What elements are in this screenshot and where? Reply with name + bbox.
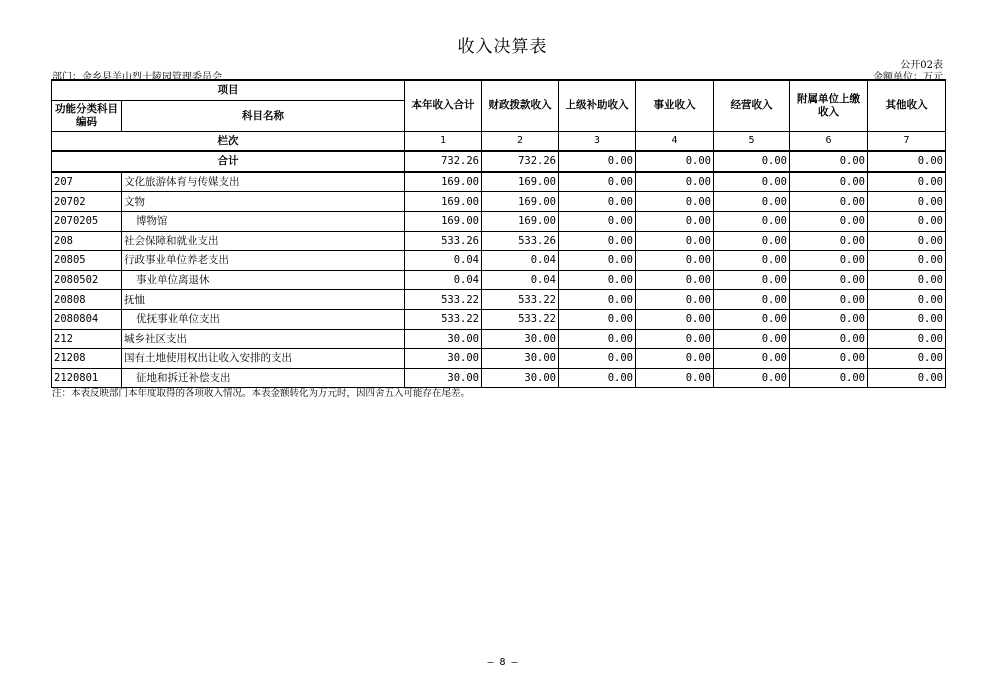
row-value: 0.00: [559, 270, 636, 290]
col-index: 6: [790, 131, 868, 151]
table-row: [52, 211, 946, 231]
header-col-7: 其他收入: [868, 80, 946, 131]
row-value: 0.00: [559, 329, 636, 349]
col-index: 2: [482, 131, 559, 151]
row-value: 0.00: [714, 172, 790, 192]
total-row: [52, 151, 946, 172]
row-value: 0.00: [868, 251, 946, 271]
row-value: 0.00: [868, 270, 946, 290]
row-value: 0.00: [868, 349, 946, 369]
col-index: 7: [868, 131, 946, 151]
row-value: 0.00: [559, 251, 636, 271]
income-table: [51, 79, 946, 388]
row-value: 0.00: [714, 290, 790, 310]
row-value: 0.00: [559, 349, 636, 369]
row-value: 0.00: [868, 231, 946, 251]
row-value: 0.00: [868, 211, 946, 231]
header-col-4: 事业收入: [636, 80, 714, 131]
row-value: 0.00: [868, 172, 946, 192]
row-value: 533.26: [405, 231, 482, 251]
row-name: 优抚事业单位支出: [122, 309, 405, 329]
total-value: 0.00: [714, 151, 790, 172]
row-value: 0.00: [868, 192, 946, 212]
row-code: 20808: [52, 290, 122, 310]
header-col-2: 财政拨款收入: [482, 80, 559, 131]
row-value: 0.00: [559, 211, 636, 231]
row-value: 0.00: [714, 251, 790, 271]
row-value: 169.00: [482, 192, 559, 212]
row-code: 2080804: [52, 309, 122, 329]
header-col-1: 本年收入合计: [405, 80, 482, 131]
row-value: 0.04: [482, 270, 559, 290]
row-value: 0.00: [790, 192, 868, 212]
total-value: 732.26: [405, 151, 482, 172]
row-value: 0.00: [636, 192, 714, 212]
row-value: 0.00: [714, 329, 790, 349]
total-value: 0.00: [559, 151, 636, 172]
col-index: 5: [714, 131, 790, 151]
row-value: 0.00: [790, 349, 868, 369]
row-value: 533.22: [405, 309, 482, 329]
row-value: 0.00: [559, 192, 636, 212]
row-name: 城乡社区支出: [122, 329, 405, 349]
total-value: 0.00: [636, 151, 714, 172]
row-value: 0.00: [790, 211, 868, 231]
row-value: 533.22: [405, 290, 482, 310]
row-value: 0.00: [559, 368, 636, 388]
row-value: 0.00: [636, 231, 714, 251]
total-label: 合计: [52, 151, 405, 172]
row-name: 行政事业单位养老支出: [122, 251, 405, 271]
row-value: 0.00: [636, 251, 714, 271]
table-row: [52, 309, 946, 329]
table-row: [52, 270, 946, 290]
row-value: 0.00: [636, 349, 714, 369]
row-value: 0.04: [405, 251, 482, 271]
row-value: 0.04: [482, 251, 559, 271]
table-row: [52, 231, 946, 251]
row-name: 事业单位离退休: [122, 270, 405, 290]
row-code: 20805: [52, 251, 122, 271]
row-value: 0.00: [714, 192, 790, 212]
row-code: 2120801: [52, 368, 122, 388]
row-value: 0.00: [868, 290, 946, 310]
row-value: 0.00: [559, 172, 636, 192]
row-value: 0.00: [790, 172, 868, 192]
row-value: 533.22: [482, 309, 559, 329]
header-item: 项目: [52, 80, 405, 100]
row-value: 533.22: [482, 290, 559, 310]
total-value: 0.00: [790, 151, 868, 172]
row-value: 0.00: [559, 309, 636, 329]
row-code: 212: [52, 329, 122, 349]
table-row: [52, 349, 946, 369]
page-title: 收入决算表: [457, 37, 548, 57]
row-value: 30.00: [482, 349, 559, 369]
department-label: 部门：金乡县羊山烈士陵园管理委员会: [52, 72, 222, 83]
total-value: 0.00: [868, 151, 946, 172]
form-number: 公开02表: [900, 60, 943, 71]
row-value: 0.00: [714, 211, 790, 231]
row-value: 0.00: [636, 368, 714, 388]
header-code: 功能分类科目编码: [52, 100, 122, 131]
row-value: 0.00: [714, 309, 790, 329]
row-label: 栏次: [52, 131, 405, 151]
row-value: 0.00: [868, 309, 946, 329]
row-value: 30.00: [482, 329, 559, 349]
row-value: 0.00: [868, 329, 946, 349]
header-name: 科目名称: [122, 100, 405, 131]
footnote: 注：本表反映部门本年度取得的各项收入情况。本表金额转化为万元时，因四舍五入可能存在尾差。: [52, 388, 471, 399]
col-index: 4: [636, 131, 714, 151]
row-value: 0.00: [714, 368, 790, 388]
col-index: 3: [559, 131, 636, 151]
table-header: [52, 80, 946, 151]
row-value: 30.00: [405, 349, 482, 369]
header-col-3: 上级补助收入: [559, 80, 636, 131]
row-value: 0.00: [790, 290, 868, 310]
total-value: 732.26: [482, 151, 559, 172]
row-value: 0.00: [868, 368, 946, 388]
row-value: 0.00: [790, 231, 868, 251]
page-number: — 8 —: [487, 657, 518, 668]
row-name: 文物: [122, 192, 405, 212]
row-value: 0.00: [790, 309, 868, 329]
table-row: [52, 329, 946, 349]
row-value: 0.00: [790, 368, 868, 388]
table-row: [52, 290, 946, 310]
row-name: 文化旅游体育与传媒支出: [122, 172, 405, 192]
row-name: 博物馆: [122, 211, 405, 231]
table-row: [52, 251, 946, 271]
row-value: 30.00: [482, 368, 559, 388]
row-value: 0.00: [636, 270, 714, 290]
row-value: 0.04: [405, 270, 482, 290]
row-value: 0.00: [559, 231, 636, 251]
row-value: 30.00: [405, 368, 482, 388]
row-value: 169.00: [405, 211, 482, 231]
row-value: 0.00: [636, 290, 714, 310]
row-value: 0.00: [790, 251, 868, 271]
row-code: 20702: [52, 192, 122, 212]
table-row: [52, 192, 946, 212]
table-row: [52, 172, 946, 192]
col-index: 1: [405, 131, 482, 151]
row-value: 0.00: [714, 231, 790, 251]
row-code: 21208: [52, 349, 122, 369]
row-value: 30.00: [405, 329, 482, 349]
header-col-5: 经营收入: [714, 80, 790, 131]
header-col-6: 附属单位上缴收入: [790, 80, 868, 131]
row-value: 0.00: [790, 329, 868, 349]
row-value: 0.00: [636, 329, 714, 349]
row-name: 抚恤: [122, 290, 405, 310]
row-code: 207: [52, 172, 122, 192]
row-code: 2070205: [52, 211, 122, 231]
row-value: 169.00: [405, 172, 482, 192]
row-code: 2080502: [52, 270, 122, 290]
unit-label: 金额单位：万元: [873, 72, 943, 83]
table-body: [52, 151, 946, 388]
row-code: 208: [52, 231, 122, 251]
row-value: 0.00: [714, 270, 790, 290]
row-name: 社会保障和就业支出: [122, 231, 405, 251]
row-value: 0.00: [636, 172, 714, 192]
row-name: 征地和拆迁补偿支出: [122, 368, 405, 388]
row-value: 533.26: [482, 231, 559, 251]
row-value: 0.00: [559, 290, 636, 310]
row-name: 国有土地使用权出让收入安排的支出: [122, 349, 405, 369]
row-value: 0.00: [714, 349, 790, 369]
row-value: 0.00: [636, 211, 714, 231]
row-value: 169.00: [482, 172, 559, 192]
row-value: 169.00: [405, 192, 482, 212]
row-value: 0.00: [790, 270, 868, 290]
row-value: 169.00: [482, 211, 559, 231]
row-value: 0.00: [636, 309, 714, 329]
